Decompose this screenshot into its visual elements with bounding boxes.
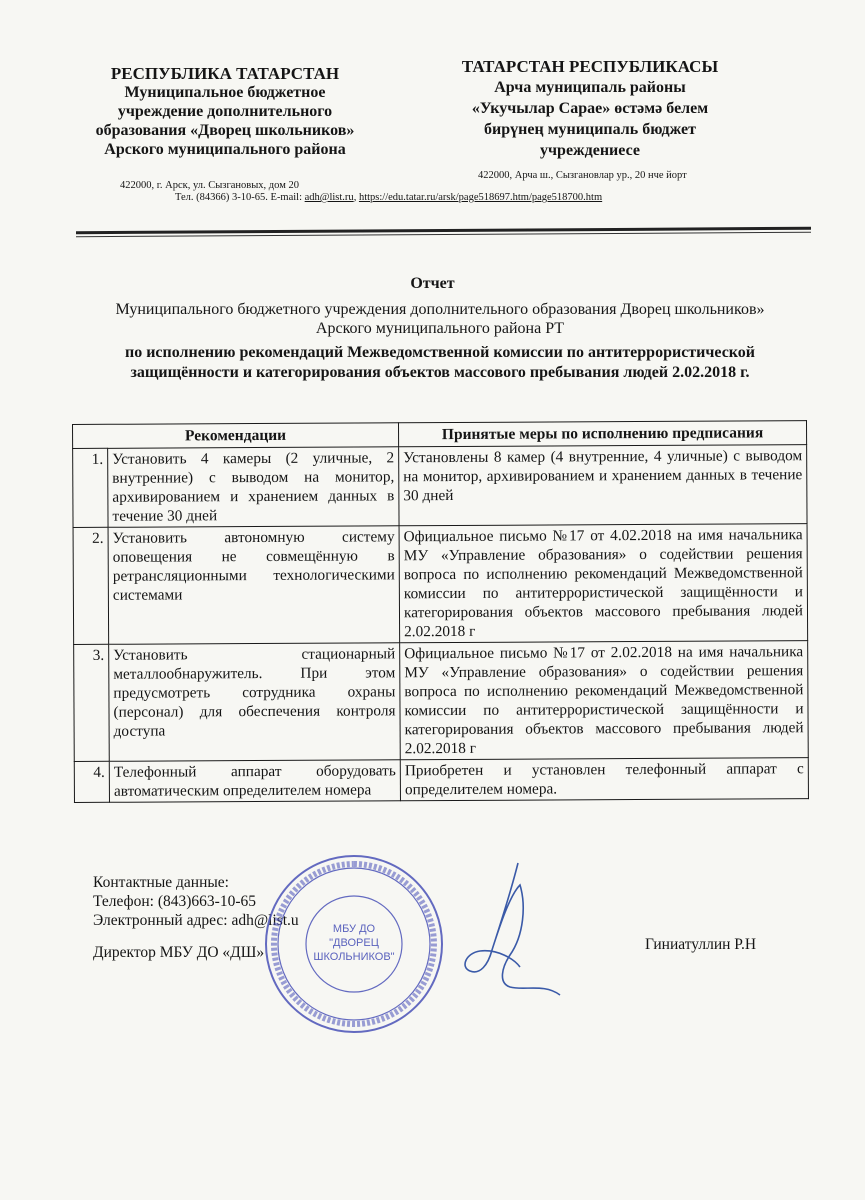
row-number: 1. [73,448,108,527]
stamp-text-line: МБУ ДО [332,923,376,935]
report-subject [55,343,825,383]
org-name-ru-line: учреждение дополнительного [117,103,333,120]
subject-line: защищённости и категорирования объектов массового пребывания людей 2.02.2018 г. [130,364,750,381]
recommendation-cell: Телефонный аппарат оборудовать автоматическим определителем номера [109,760,400,803]
subject-line: по исполнению рекомендаций Межведомственной комиссии по антитеррористической [124,344,756,361]
table-row [74,758,808,803]
contact-phone: Телефон: (843)663-10-65 [93,893,256,910]
signer-name: Гиниатуллин Р.Н [645,936,757,953]
org-name-tt-line: «Укучылар Сарае» өстәмә белем [471,100,709,117]
org-name-ru-line: Арского муниципального района [104,141,346,158]
subtitle-line: Арского муниципального района РТ [315,320,565,337]
recommendation-cell: Установить 4 камеры (2 уличные, 2 внутренние) с выводом на монитор, архивированием и хранением данных в течение 30 дней [108,447,399,528]
official-stamp [262,852,446,1036]
header-measures: Принятые меры по исполнению предписания [398,421,806,447]
contacts-label: Контактные данные: [93,874,229,891]
header-recommendations: Рекомендации [73,423,399,449]
report-title: Отчет [410,275,455,292]
signature-stroke [465,863,560,995]
row-number: 3. [74,644,110,761]
republic-name-ru: РЕСПУБЛИКА ТАТАРСТАН [110,64,340,83]
table-row [74,641,809,762]
letterhead-contacts [175,192,602,203]
phone-email-prefix: Тел. (84366) 3-10-65. E-mail: [175,192,305,203]
letterhead-right [440,56,740,161]
stamp-text-line: "ДВОРЕЦ [329,937,379,949]
website-link[interactable]: https://edu.tatar.ru/arsk/page518697.htm/page518700.htm [358,192,603,203]
org-name-tt-line: учреждениесе [540,142,640,159]
measure-cell: Установлены 8 камер (4 внутренние, 4 уличные) с выводом на монитор, архивированием и хранением данных в течение 30 дней [399,445,807,526]
handwritten-signature [440,855,580,1005]
table-row [73,445,807,528]
address-tt: 422000, Арча ш., Сызгановлар ур., 20 нче йорт [478,170,687,181]
republic-name-tt: ТАТАРСТАН РЕСПУБЛИКАСЫ [461,57,719,76]
contact-email: Электронный адрес: adh@list.u [93,912,299,929]
recommendation-cell: Установить автономную систему оповещения не совмещённую в ретрансляционными технологическими системами [108,526,400,645]
measure-cell: Официальное письмо №17 от 4.02.2018 на имя начальника МУ «Управление образования» о содействии решения вопроса по исполнению рекомендаций Межведомственной комиссии по антитеррористической защищённости и категорирования объектов массового пребывания людей 2.02.2018 г [399,524,808,643]
subtitle-line: Муниципального бюджетного учреждения дополнительного образования Дворец школьников» [115,301,765,318]
org-name-ru-line: образования «Дворец школьников» [95,122,355,139]
row-number: 4. [74,761,109,802]
org-name-ru-line: Муниципальное бюджетное [124,84,326,101]
row-number: 2. [73,527,109,644]
recommendations-table [72,420,809,803]
recommendation-cell: Установить стационарный металлообнаружитель. При этом предусмотреть сотрудника охраны (персонал) для обеспечения контроля доступа [109,643,401,762]
measure-cell: Приобретен и установлен телефонный аппарат с определителем номера. [400,758,808,801]
address-ru: 422000, г. Арск, ул. Сызгановых, дом 20 [120,180,299,191]
director-title: Директор МБУ ДО «ДШ» [93,944,265,961]
report-subtitle [60,300,820,338]
email-link[interactable]: adh@list.ru [304,192,354,203]
org-name-tt-line: Арча муниципаль районы [494,79,686,96]
letterhead-left [70,64,380,159]
stamp-text-line: ШКОЛЬНИКОВ" [313,951,395,963]
org-name-tt-line: бирүнең муниципаль бюджет [484,121,696,138]
measure-cell: Официальное письмо №17 от 2.02.2018 на имя начальника МУ «Управление образования» о содействии решения вопроса по исполнению рекомендаций Межведомственной комиссии по антитеррористической защищённости и категорирования объектов массового пребывания людей 2.02.2018 г [400,641,809,760]
table-row [73,524,808,645]
separator: , [353,192,359,203]
